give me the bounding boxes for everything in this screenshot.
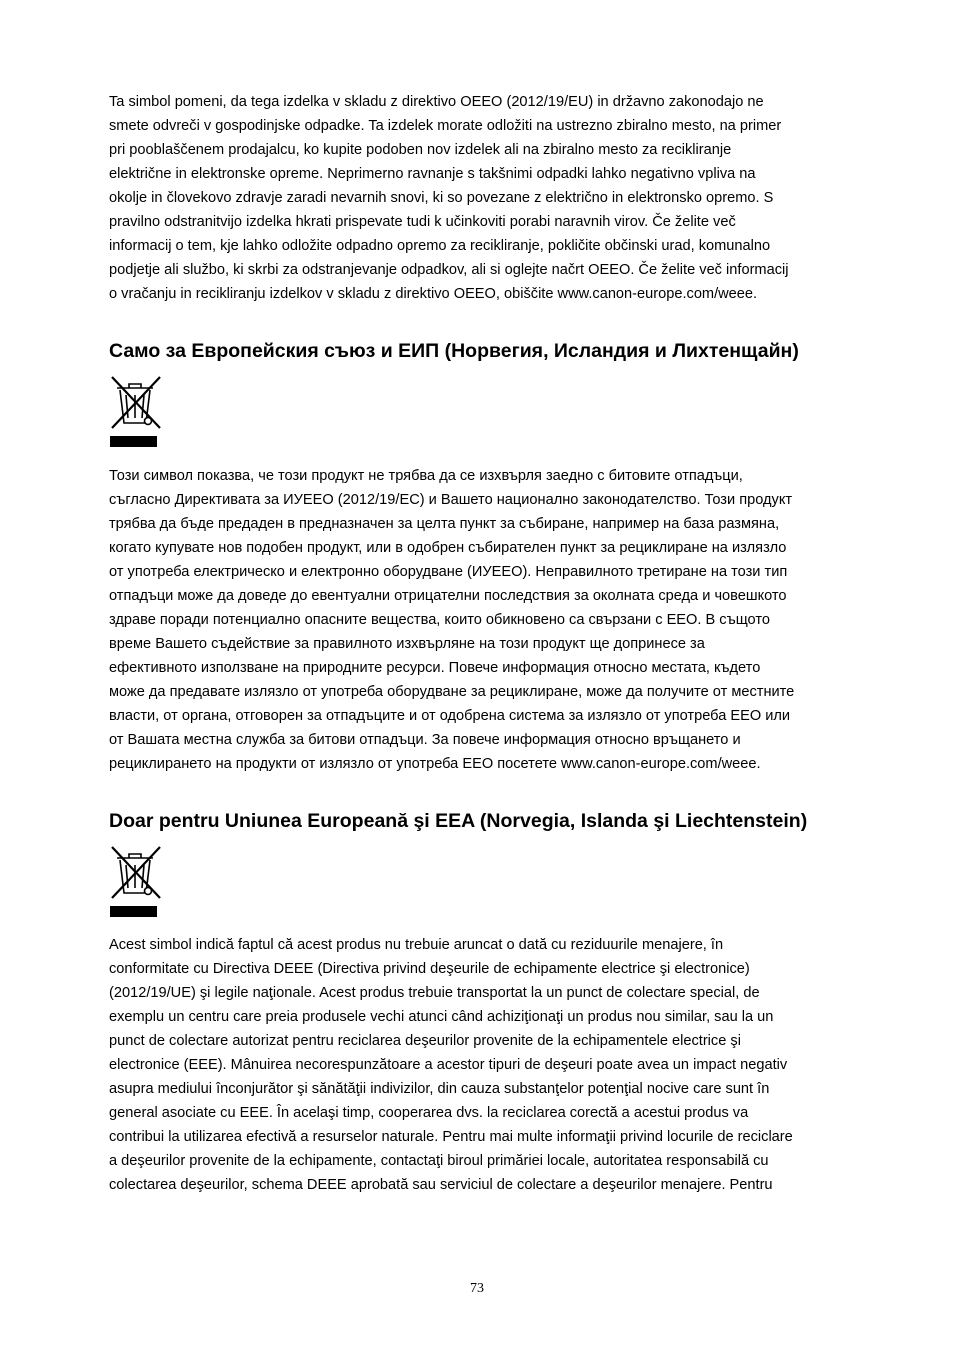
heading-romanian: Doar pentru Uniunea Europeană şi EEA (Norvegia, Islanda şi Liechtenstein): [109, 810, 808, 832]
heading-bulgarian: Само за Европейския съюз и ЕИП (Норвегия, Исландия и Лихтенщайн): [109, 340, 799, 362]
paragraph-romanian: Acest simbol indică faptul că acest produs nu trebuie aruncat o dată cu reziduurile menajere, în conformitate cu Directiva DEEE (Directiva privind deşeurile de echipamente electrice şi electronice) (2012/19/UE) şi legile naţionale. Acest produs trebuie transportat la un punct de colectare special, de exemplu un centru care preia produsele vechi atunci când achiziţionaţi un produs nou similar, sau la un punct de colectare autorizat pentru reciclarea deşeurilor provenite de la echipamentele electrice şi electronice (EEE). Mânuirea necorespunzătoare a acestor tipuri de deşeuri poate avea un impact negativ asupra mediului înconjurător şi sănătăţii indivizilor, din cauza substanţelor potenţial nocive care sunt în general asociate cu EEE. În acelaşi timp, cooperarea dvs. la reciclarea corectă a acestui produs va contribui la utilizarea efectivă a resurselor naturale. Pentru mai multe informaţii privind locurile de reciclare a deşeurilor provenite de la echipamente, contactaţi biroul primăriei locale, autoritatea responsabilă cu colectarea deşeurilor, schema DEEE aprobată sau serviciul de colectare a deşeurilor menajere. Pentru: [109, 937, 793, 1193]
paragraph-slovenian: Ta simbol pomeni, da tega izdelka v skladu z direktivo OEEO (2012/19/EU) in državno zakonodajo ne smete odvreči v gospodinjske odpadke. Ta izdelek morate odložiti na ustrezno zbiralno mesto, na primer pri pooblaščenem prodajalcu, ko kupite podoben nov izdelek ali na zbiralno mesto za recikliranje električne in elektronske opreme. Neprimerno ravnanje s takšnimi odpadki lahko negativno vpliva na okolje in človekovo zdravje zaradi nevarnih snovi, ki so povezane z električno in elektronsko opremo. S pravilno odstranitvijo izdelka hkrati prispevate tudi k učinkoviti porabi naravnih virov. Če želite več informacij o tem, kje lahko odložite odpadno opremo za recikliranje, pokličite občinski urad, komunalno podjetje ali službo, ki skrbi za odstranjevanje odpadkov, ali si oglejte načrt OEEO. Če želite več informacij o vračanju in recikliranju izdelkov v skladu z direktivo OEEO, obiščite www.canon-europe.com/weee.: [109, 94, 789, 302]
weee-crossed-bin-icon: [109, 844, 163, 922]
page-number: 73: [470, 1281, 484, 1296]
paragraph-bulgarian: Този символ показва, че този продукт не трябва да се изхвърля заедно с битовите отпадъци, съгласно Директивата за ИУЕЕО (2012/19/ЕС) и Вашето национално законодателство. Този продукт трябва да бъде предаден в предназначен за целта пункт за събиране, например на база размяна, когато купувате нов подобен продукт, или в одобрен събирателен пункт за рециклиране на излязло от употреба електрическо и електронно оборудване (ИУЕЕО). Неправилното третиране на този тип отпадъци може да доведе до евентуални отрицателни последствия за околната среда и човешкото здраве поради потенциално опасните вещества, които обикновено са свързани с ЕЕО. В същото време Вашето съдействие за правилното изхвърляне на този продукт ще допринесе за ефективното използване на природните ресурси. Повече информация относно местата, където може да предавате излязло от употреба оборудване за рециклиране, може да получите от местните власти, от органа, отговорен за отпадъците и от одобрена система за излязло от употреба ЕЕО или от Вашата местна служба за битови отпадъци. За повече информация относно връщането и рециклирането на продукти от излязло от употреба ЕЕО посетете www.canon-europe.com/weee.: [109, 468, 795, 772]
weee-crossed-bin-icon: [109, 374, 163, 452]
